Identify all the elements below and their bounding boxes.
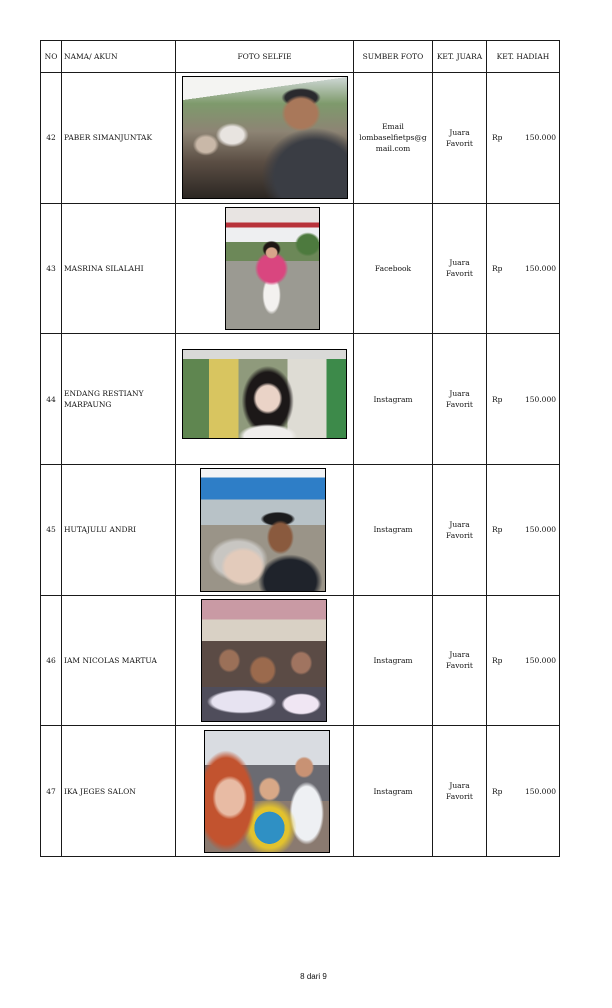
prize-amount: 150.000 <box>524 263 556 273</box>
selfie-photo <box>225 207 320 330</box>
prize-cell <box>487 464 560 595</box>
prize-amount: 150.000 <box>524 655 556 665</box>
prize-line <box>492 263 556 274</box>
table-row <box>41 726 560 857</box>
header-rank: KET. JUARA <box>433 41 487 73</box>
photo-source: Instagram <box>373 394 413 404</box>
prize-currency: Rp <box>492 133 503 143</box>
source-email: lombaselfietps@gmail.com <box>359 133 427 154</box>
table-header <box>41 41 560 73</box>
source-cell <box>354 726 433 857</box>
award-category: Juara Favorit <box>446 519 473 540</box>
participant-name: HUTAJULU ANDRI <box>62 464 176 595</box>
award-category: Juara Favorit <box>446 127 473 148</box>
row-number: 44 <box>41 334 62 465</box>
award-category: Juara Favorit <box>446 389 473 410</box>
photo-cell <box>176 464 354 595</box>
prize-line <box>492 132 556 143</box>
prize-cell <box>487 203 560 334</box>
header-name: NAMA/ AKUN <box>62 41 176 73</box>
photo-source: Email <box>382 122 404 132</box>
table-row <box>41 334 560 465</box>
photo-source: Instagram <box>373 786 413 796</box>
prize-cell <box>487 334 560 465</box>
header-source: SUMBER FOTO <box>354 41 433 73</box>
photo-cell <box>176 334 354 465</box>
prize-amount: 150.000 <box>524 786 556 796</box>
prize-line <box>492 394 556 405</box>
prize-currency: Rp <box>492 525 503 535</box>
prize-cell <box>487 73 560 204</box>
photo-cell <box>176 73 354 204</box>
page-number: 8 dari 9 <box>300 972 327 981</box>
photo-cell <box>176 203 354 334</box>
table-body <box>41 73 560 857</box>
rank-cell <box>433 203 487 334</box>
participant-name: MASRINA SILALAHI <box>62 203 176 334</box>
source-cell <box>354 464 433 595</box>
selfie-photo <box>200 468 326 592</box>
prize-currency: Rp <box>492 263 503 273</box>
selfie-photo <box>204 730 330 853</box>
header-photo: FOTO SELFIE <box>176 41 354 73</box>
selfie-photo <box>182 349 347 439</box>
header-row <box>41 41 560 73</box>
prize-cell <box>487 726 560 857</box>
winners-table <box>40 40 560 857</box>
photo-cell <box>176 726 354 857</box>
award-category: Juara Favorit <box>446 650 473 671</box>
participant-name: ENDANG RESTIANY MARPAUNG <box>62 334 176 465</box>
participant-name: PABER SIMANJUNTAK <box>62 73 176 204</box>
award-category: Juara Favorit <box>446 258 473 279</box>
rank-cell <box>433 73 487 204</box>
award-category: Juara Favorit <box>446 781 473 802</box>
row-number: 45 <box>41 464 62 595</box>
prize-currency: Rp <box>492 786 503 796</box>
photo-source: Instagram <box>373 525 413 535</box>
row-number: 43 <box>41 203 62 334</box>
row-number: 47 <box>41 726 62 857</box>
prize-currency: Rp <box>492 394 503 404</box>
table-row <box>41 203 560 334</box>
table-row <box>41 595 560 726</box>
photo-cell <box>176 595 354 726</box>
rank-cell <box>433 595 487 726</box>
prize-line <box>492 655 556 666</box>
selfie-photo <box>182 76 348 199</box>
header-no: NO <box>41 41 62 73</box>
table-row <box>41 464 560 595</box>
rank-cell <box>433 726 487 857</box>
row-number: 46 <box>41 595 62 726</box>
photo-source: Instagram <box>373 655 413 665</box>
selfie-photo <box>201 599 327 722</box>
rank-cell <box>433 464 487 595</box>
photo-source: Facebook <box>374 263 412 273</box>
participant-name: IKA JEGES SALON <box>62 726 176 857</box>
table-row <box>41 73 560 204</box>
source-cell <box>354 334 433 465</box>
participant-name: IAM NICOLAS MARTUA <box>62 595 176 726</box>
prize-amount: 150.000 <box>524 133 556 143</box>
header-prize: KET. HADIAH <box>487 41 560 73</box>
row-number: 42 <box>41 73 62 204</box>
prize-currency: Rp <box>492 655 503 665</box>
source-cell <box>354 203 433 334</box>
prize-cell <box>487 595 560 726</box>
prize-amount: 150.000 <box>524 394 556 404</box>
source-cell <box>354 595 433 726</box>
source-cell <box>354 73 433 204</box>
prize-amount: 150.000 <box>524 525 556 535</box>
rank-cell <box>433 334 487 465</box>
prize-line <box>492 524 556 535</box>
prize-line <box>492 786 556 797</box>
